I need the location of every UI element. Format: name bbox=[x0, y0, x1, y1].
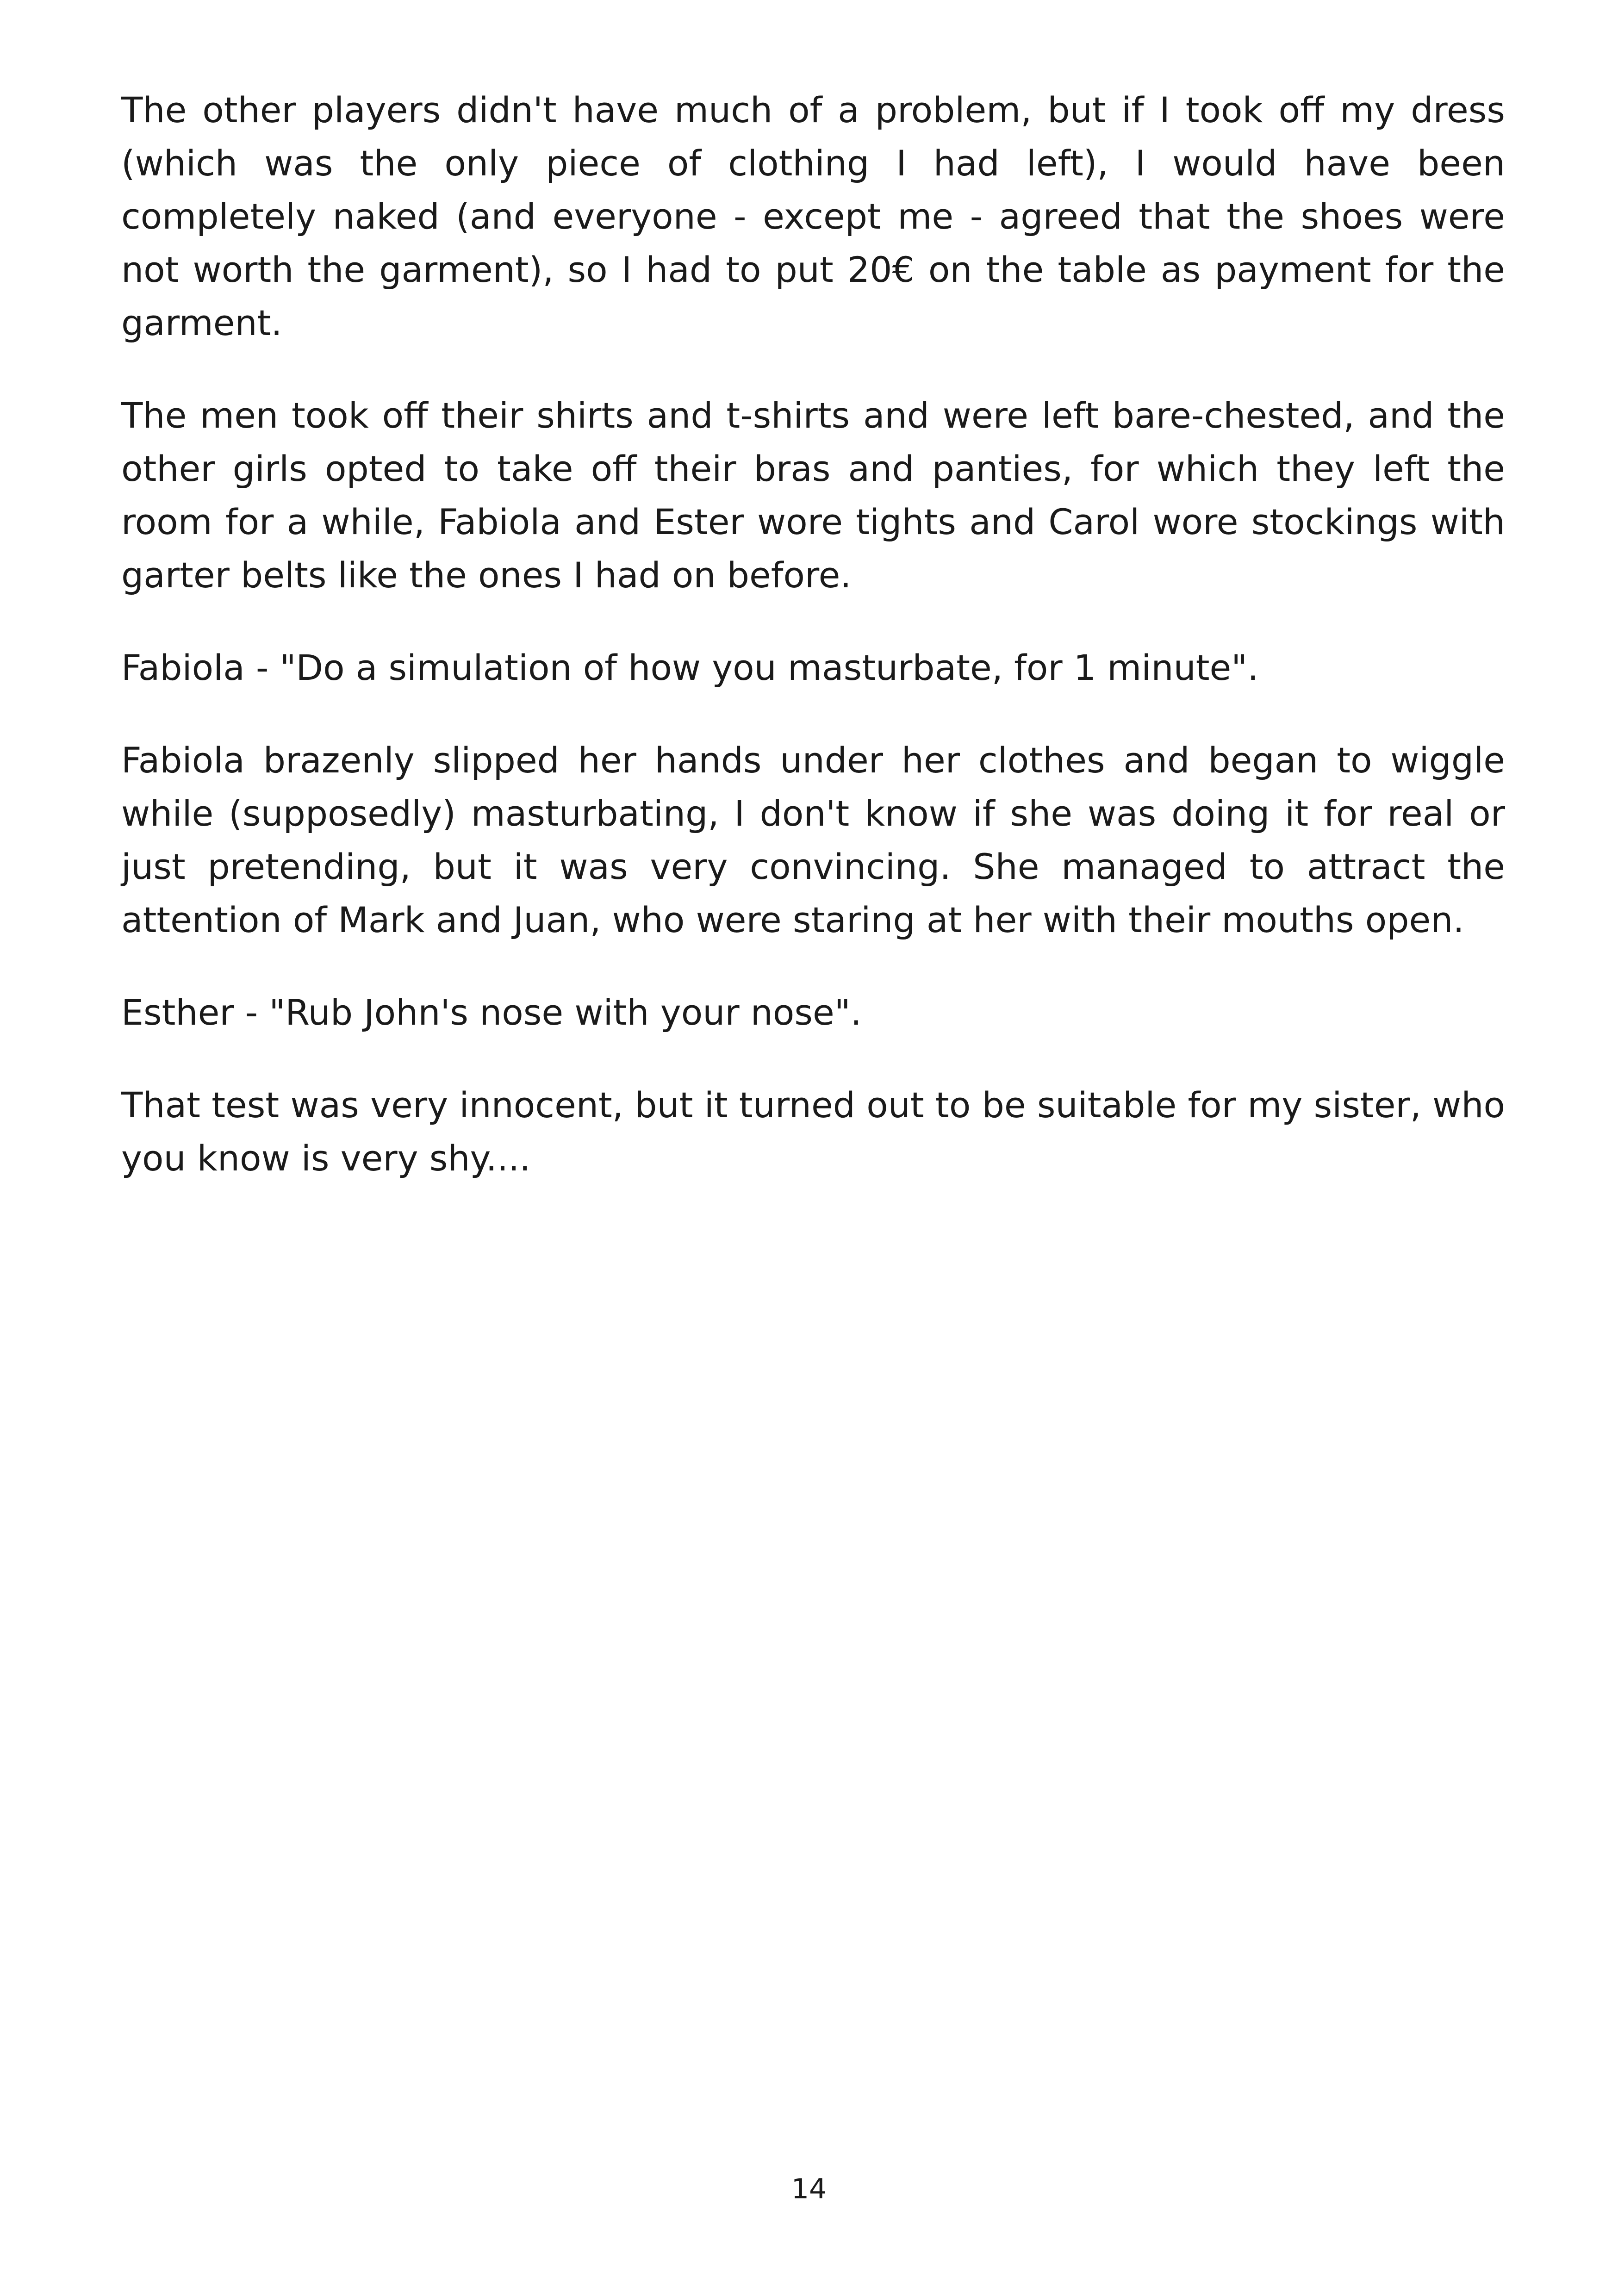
paragraph-1: The other players didn't have much of a problem, but if I took off my dress (which was the only piece of clothing I had left), I would have been completely naked (and everyone - except me - agreed that the shoes were not worth the garment), so I had to put 20€ on the table as payment for the garment. bbox=[121, 89, 1505, 343]
paragraph-2: The men took off their shirts and t-shirts and were left bare-chested, and the other girls opted to take off their bras and panties, for which they left the room for a while, Fabiola and Ester wore tights and Carol wore stockings with garter belts like the ones I had on before. bbox=[121, 395, 1505, 596]
paragraph-3: Fabiola - "Do a simulation of how you masturbate, for 1 minute". bbox=[121, 647, 1259, 688]
paragraph-5: Esther - "Rub John's nose with your nose". bbox=[121, 992, 862, 1033]
paragraph-6: That test was very innocent, but it turned out to be suitable for my sister, who you know is very shy.... bbox=[121, 1084, 1505, 1179]
paragraph-4: Fabiola brazenly slipped her hands under her clothes and began to wiggle while (supposedly) masturbating, I don't know if she was doing it for real or just pretending, but it was very convincing. She managed to attract the attention of Mark and Juan, who were staring at her with their mouths open. bbox=[121, 740, 1505, 940]
page-number: 14 bbox=[791, 2173, 827, 2205]
body-text bbox=[121, 83, 1505, 1224]
